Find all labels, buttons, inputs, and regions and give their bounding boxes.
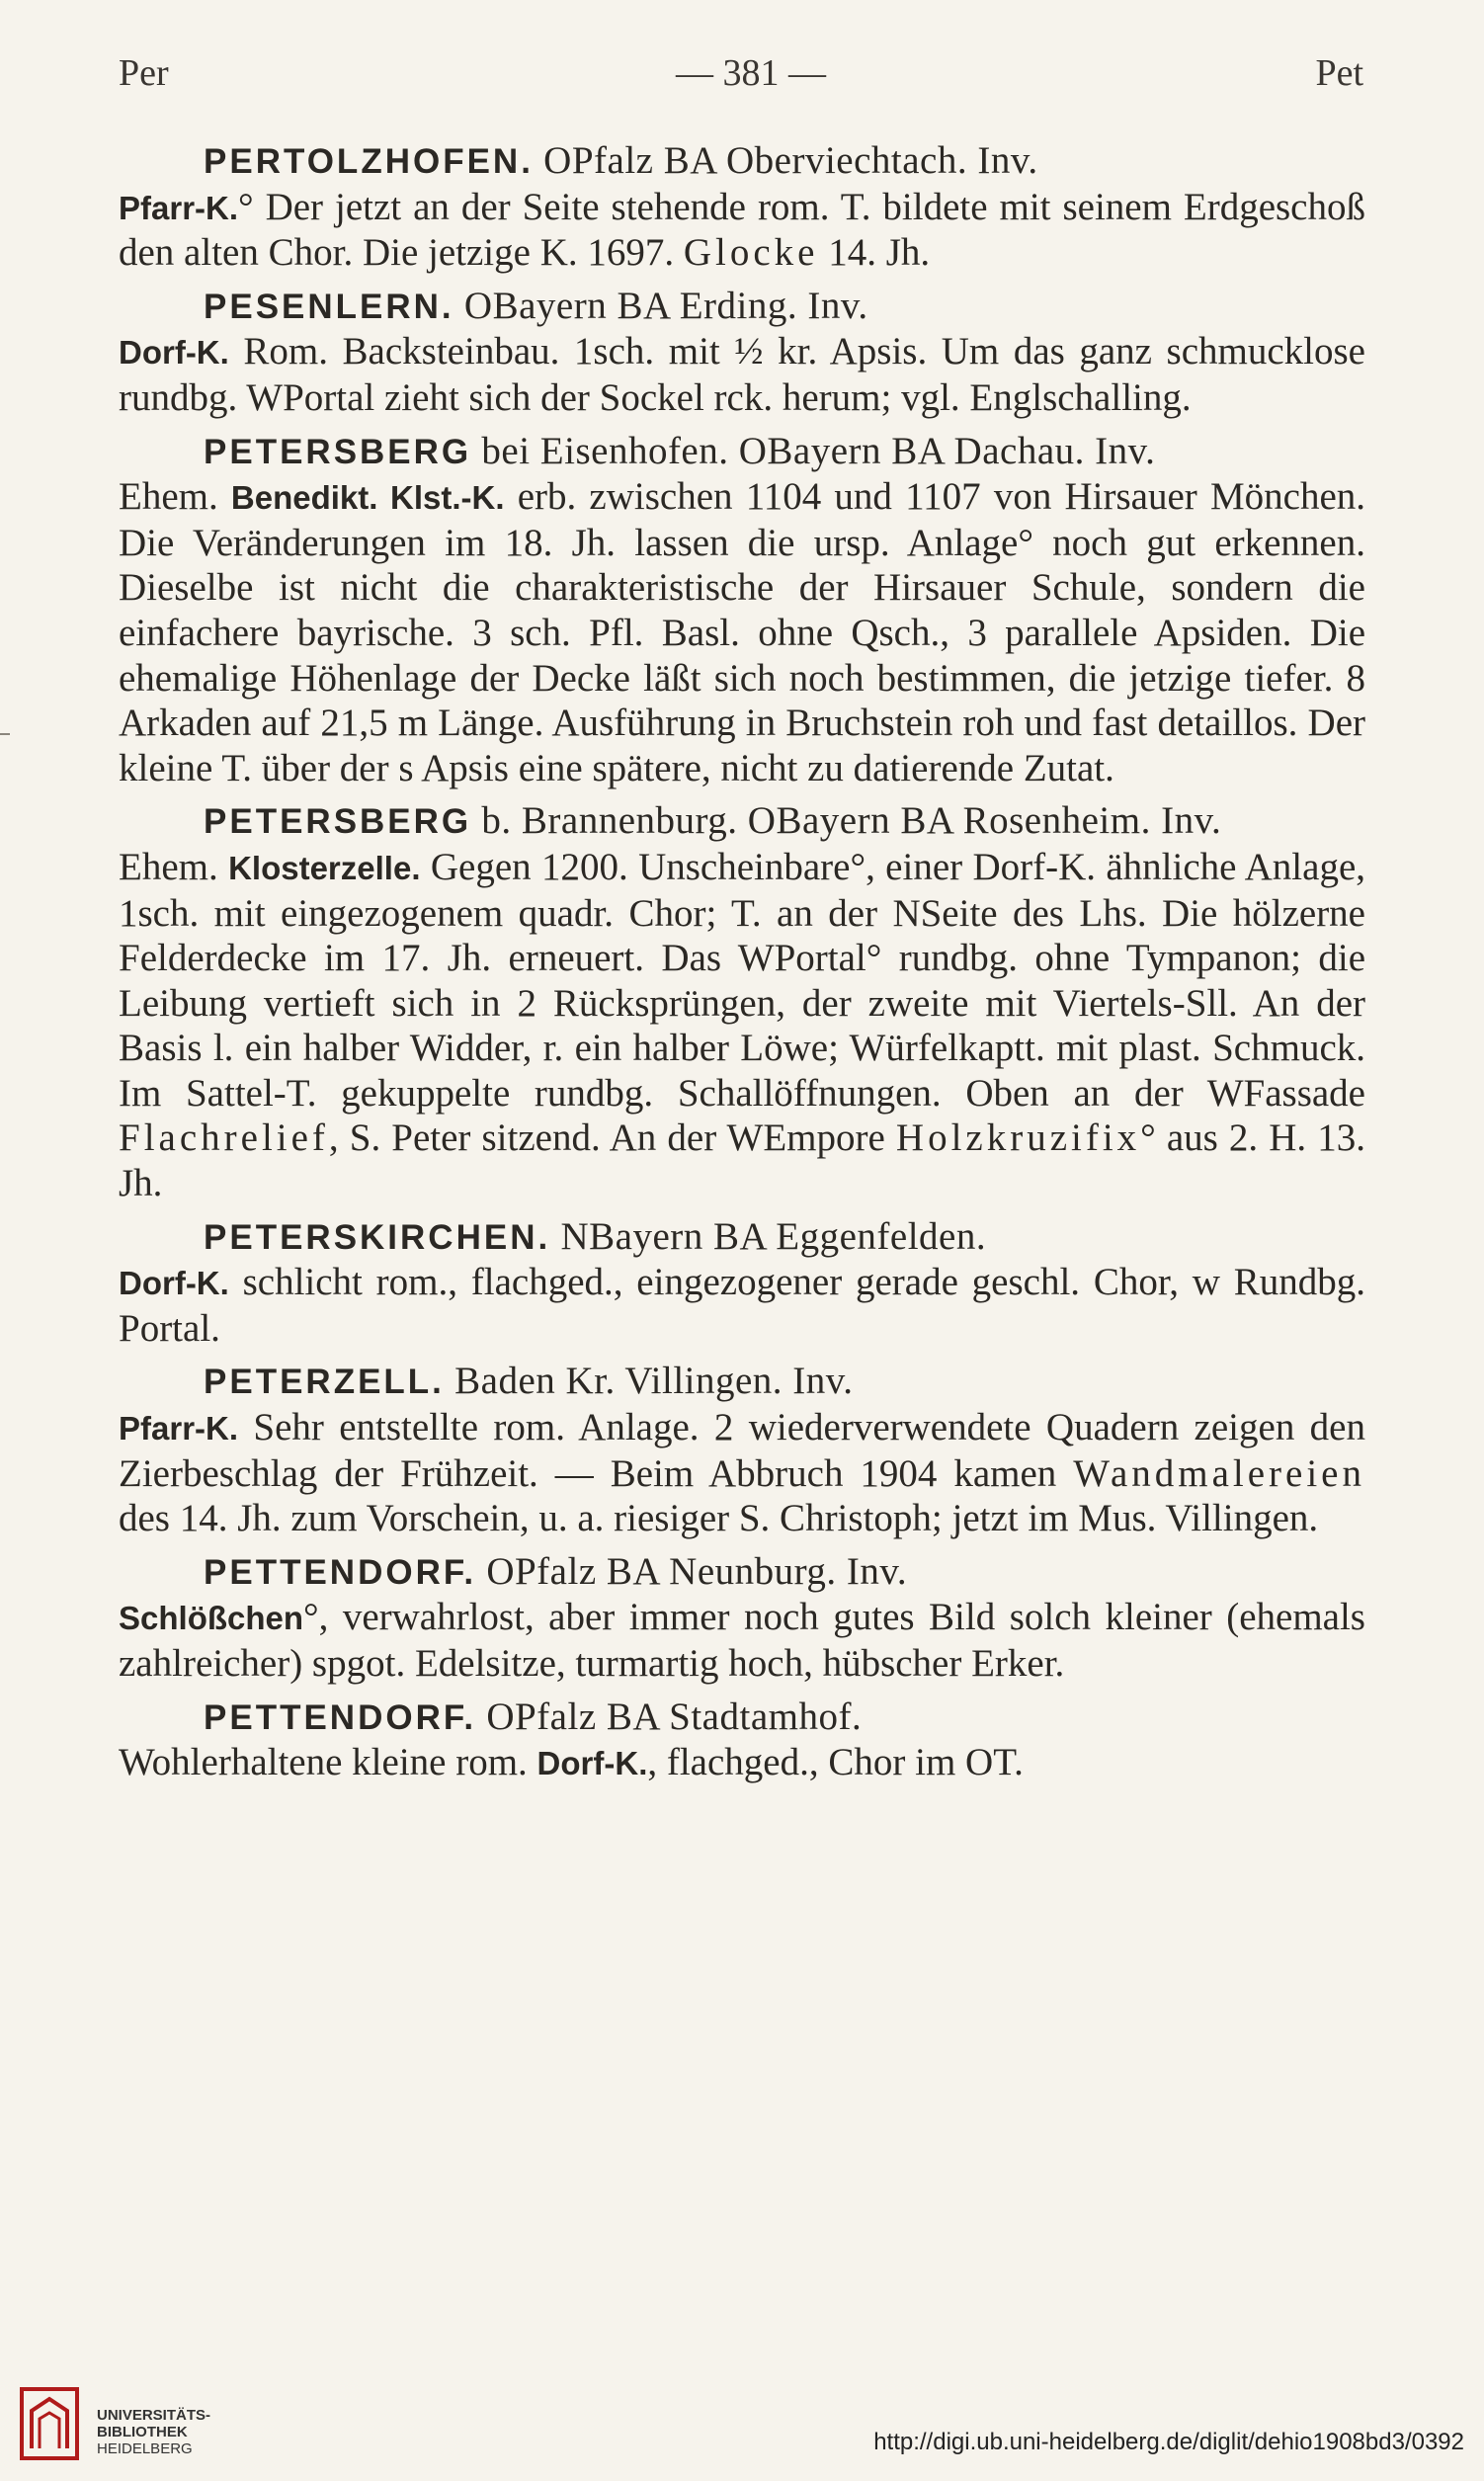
entry-pettendorf-neunburg — [119, 1549, 1365, 1687]
entry-location: OPfalz BA Neunburg. Inv. — [476, 1549, 908, 1593]
entry-middle: , S. Peter sitzend. An der WEmpore — [328, 1116, 896, 1160]
entry-location: bei Eisenhofen. OBayern BA Dachau. Inv. — [471, 429, 1156, 472]
entry-location: b. Brannenburg. OBayern BA Rosenheim. Inv. — [471, 799, 1222, 843]
highlighted-term: Flachrelief — [119, 1116, 329, 1160]
margin-mark — [0, 733, 10, 735]
main-text — [119, 138, 1365, 1794]
entry-headline — [119, 1359, 1365, 1405]
entry-prefix: Ehem. — [119, 845, 229, 888]
place-name: PETERSBERG — [204, 432, 472, 471]
highlighted-term: Glocke — [683, 231, 819, 275]
entry-headline — [119, 138, 1365, 185]
entry-location: OPfalz BA Oberviechtach. Inv. — [533, 139, 1038, 182]
object-name: Benedikt. Klst.-K. — [230, 479, 505, 517]
entry-body: , flachged., Chor im OT. — [647, 1741, 1024, 1784]
entry-petersberg-brannenburg — [119, 798, 1365, 1205]
entry-body: Gegen 1200. Unscheinbare°, einer Dorf-K. ähnliche Anlage, 1sch. mit eingezogenem quadr. Chor; T. an der NSeite des Lhs. Die hölzerne Felderdecke im 17. Jh. erneuert. Das WPortal° rundbg. ohne Tympanon; die Leibung vertieft sich in 2 Rücksprüngen, der zweite mit Viertels-Sll. An der Basis l. ein halber Widder, r. ein halber Löwe; Würfelkaptt. mit plast. Schmuck. Im Sattel-T. gekuppelte rundbg. Schallöffnungen. Oben an der WFassade — [119, 845, 1366, 1115]
object-name: Pfarr-K. — [119, 189, 239, 226]
entry-location: NBayern BA Eggenfelden. — [550, 1214, 987, 1258]
entry-body: Rom. Backsteinbau. 1sch. mit ½ kr. Apsis. Um das ganz schmucklose rundbg. WPortal zieht sich der Sockel rck. herum; vgl. Englschalling. — [119, 330, 1365, 419]
entry-tail: 14. Jh. — [818, 231, 931, 275]
entry-tail: des 14. Jh. zum Vorschein, u. a. riesiger S. Christoph; jetzt im Mus. Villingen. — [119, 1497, 1319, 1540]
entry-location: OPfalz BA Stadtamhof. — [476, 1695, 863, 1738]
entry-body: erb. zwischen 1104 und 1107 von Hirsauer Mönchen. Die Veränderungen im 18. Jh. lassen die ursp. Anlage° noch gut erkennen. Dieselbe ist nicht die charakteristische der Hirsauer Schule, sondern die einfachere bayrische. 3 sch. Pfl. Basl. ohne Qsch., 3 parallele Apsiden. Die ehemalige Höhenlage der Decke läßt sich noch bestimmen, die jetzige tiefer. 8 Arkaden auf 21,5 m Länge. Ausführung in Bruchstein roh und fast detaillos. Der kleine T. über der s Apsis eine spätere, nicht zu datierende Zutat. — [119, 475, 1365, 789]
object-name: Schlößchen — [119, 1600, 304, 1637]
entry-pesenlern — [119, 284, 1365, 421]
library-logo-text — [97, 2407, 210, 2457]
running-head-right: Pet — [1315, 52, 1363, 94]
entry-pettendorf-stadtamhof — [119, 1695, 1365, 1786]
entry-petersberg-eisenhofen — [119, 429, 1365, 791]
entry-location: Baden Kr. Villingen. Inv. — [444, 1360, 854, 1403]
place-name: PERTOLZHOFEN. — [204, 142, 534, 181]
place-name: PETERSKIRCHEN. — [204, 1217, 551, 1257]
object-name: Dorf-K. — [119, 1265, 229, 1302]
entry-location: OBayern BA Erding. Inv. — [453, 284, 868, 327]
library-logo-mark — [18, 2381, 83, 2466]
running-head-left: Per — [119, 52, 169, 94]
entry-body: Sehr entstellte rom. Anlage. 2 wiederverwendete Quadern zeigen den Zierbeschlag der Frühzeit. — Beim Abbruch 1904 kamen — [119, 1406, 1365, 1495]
logo-line: BIBLIOTHEK — [97, 2424, 188, 2440]
library-logo — [18, 2379, 275, 2468]
running-head — [119, 51, 1363, 101]
entry-headline — [119, 798, 1365, 845]
entry-pertolzhofen — [119, 138, 1365, 276]
object-name: Dorf-K. — [536, 1745, 648, 1782]
place-name: PETTENDORF. — [204, 1552, 477, 1592]
entry-peterzell — [119, 1359, 1365, 1540]
logo-line: UNIVERSITÄTS- — [97, 2407, 211, 2424]
entry-body: °, verwahrlost, aber immer noch gutes Bild solch kleiner (ehemals zahlreicher) spgot. Edelsitze, turmartig hoch, hübscher Erker. — [119, 1596, 1365, 1685]
entry-headline — [119, 284, 1365, 330]
entry-body: ° Der jetzt an der Seite stehende rom. T. bildete mit seinem Erdgeschoß den alten Chor. Die jetzige K. 1697. — [119, 185, 1365, 275]
entry-prefix: Ehem. — [119, 475, 231, 519]
page-number: — 381 — — [676, 52, 826, 94]
entry-headline — [119, 1549, 1365, 1596]
entry-headline — [119, 429, 1365, 475]
place-name: PETERZELL. — [204, 1363, 445, 1402]
object-name: Dorf-K. — [119, 334, 229, 372]
highlighted-term: Holzkruzifix — [895, 1116, 1141, 1160]
highlighted-term: Wandmalereien — [1073, 1451, 1365, 1495]
entry-peterskirchen — [119, 1214, 1365, 1352]
object-name: Pfarr-K. — [119, 1410, 239, 1447]
place-name: PESENLERN. — [204, 287, 454, 326]
object-name: Klosterzelle. — [228, 849, 421, 886]
entry-headline — [119, 1214, 1365, 1261]
source-url[interactable]: http://digi.ub.uni-heidelberg.de/diglit/dehio1908bd3/0392 — [873, 2429, 1464, 2455]
entry-headline — [119, 1695, 1365, 1741]
entry-prefix: Wohlerhaltene kleine rom. — [119, 1741, 537, 1784]
place-name: PETERSBERG — [204, 802, 472, 842]
entry-tail: ° aus 2. H. 13. Jh. — [119, 1116, 1365, 1205]
entry-body: schlicht rom., flachged., eingezogener gerade geschl. Chor, w Rundbg. Portal. — [119, 1261, 1365, 1350]
place-name: PETTENDORF. — [204, 1697, 477, 1737]
logo-line: HEIDELBERG — [97, 2440, 193, 2457]
